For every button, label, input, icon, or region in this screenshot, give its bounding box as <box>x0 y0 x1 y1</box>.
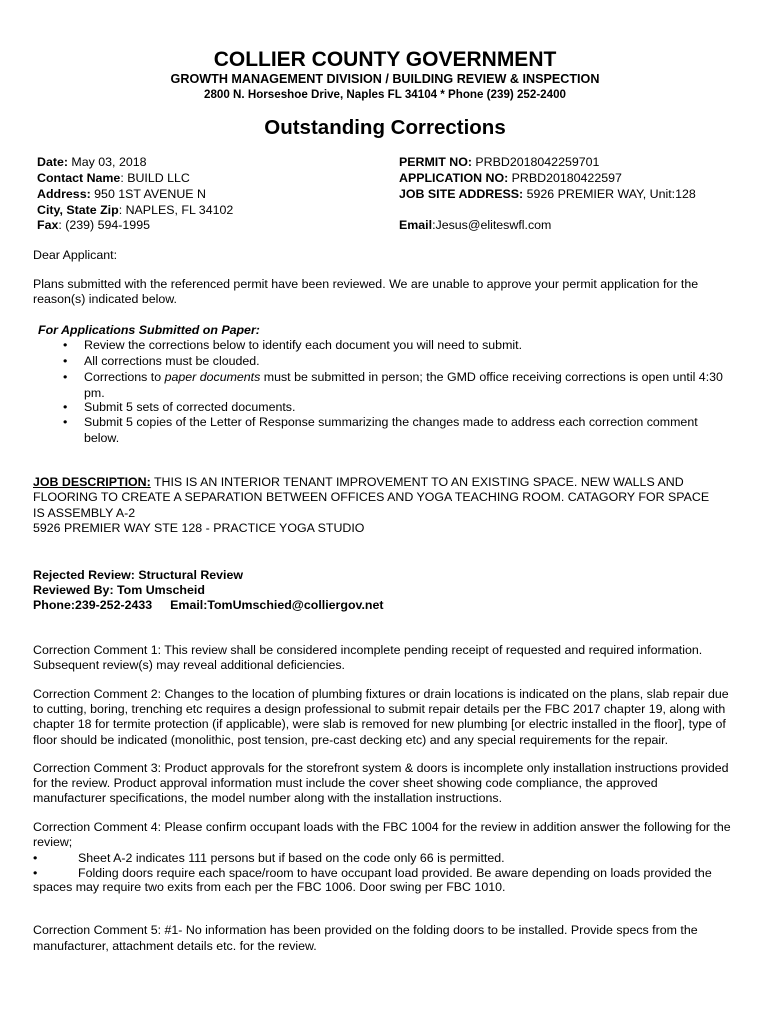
comment-2-line-3: chapter 18 for termite protection (if applicable), were slab is removed for new plumbing [or electric installed in the floor], type of <box>33 717 726 731</box>
bullet-icon: • <box>63 400 68 414</box>
job-description-line-1: JOB DESCRIPTION: THIS IS AN INTERIOR TENANT IMPROVEMENT TO AN EXISTING SPACE. NEW WALLS AND <box>33 475 684 489</box>
page-title: Outstanding Corrections <box>264 116 506 139</box>
bullet-icon: • <box>63 354 68 368</box>
bullet-icon: • <box>63 338 68 352</box>
intro-line-2: reason(s) indicated below. <box>33 292 177 306</box>
intro-line-1: Plans submitted with the referenced permit have been reviewed. We are unable to approve your permit application for the <box>33 277 699 291</box>
paper-item-4: Submit 5 sets of corrected documents. <box>84 400 296 414</box>
info-application: APPLICATION NO: PRBD20180422597 <box>399 171 622 185</box>
rejected-review: Rejected Review: Structural Review <box>33 568 244 582</box>
paper-heading: For Applications Submitted on Paper: <box>38 323 260 337</box>
info-city: City, State Zip: NAPLES, FL 34102 <box>37 203 234 217</box>
comment-3-line-3: manufacturer specifications, the model number along with the installation instructions. <box>33 791 503 805</box>
comment-3-line-2: for the review. Product approval information must include the cover sheet showing code compliance, the approved <box>33 776 658 790</box>
comment-4-item-2-cont: spaces may require two exits from each per the FBC 1006. Door swing per FBC 1010. <box>33 880 506 894</box>
paper-item-1: Review the corrections below to identify each document you will need to submit. <box>84 338 523 352</box>
comment-4-item-2: Folding doors require each space/room to have occupant load provided. Be aware depending on loads provided the <box>78 866 712 880</box>
bullet-icon: • <box>63 370 68 384</box>
reviewer-contact: Phone:239-252-2433 Email:TomUmschied@colliergov.net <box>33 598 384 612</box>
comment-2-line-1: Correction Comment 2: Changes to the location of plumbing fixtures or drain locations is indicated on the plans, slab repair due <box>33 687 729 701</box>
job-description-line-3: IS ASSEMBLY A-2 <box>33 506 136 520</box>
paper-item-2: All corrections must be clouded. <box>84 354 260 368</box>
comment-4-item-1: Sheet A-2 indicates 111 persons but if based on the code only 66 is permitted. <box>78 851 505 865</box>
comment-1-line-2: Subsequent review(s) may reveal additional deficiencies. <box>33 658 345 672</box>
comment-5-line-2: manufacturer, attachment details etc. for the review. <box>33 939 317 953</box>
salutation: Dear Applicant: <box>33 248 118 262</box>
comment-1-line-1: Correction Comment 1: This review shall be considered incomplete pending receipt of requested and required information. <box>33 643 703 657</box>
info-email: Email:Jesus@eliteswfl.com <box>399 218 552 232</box>
paper-item-5: Submit 5 copies of the Letter of Response summarizing the changes made to address each correction comment below. <box>84 415 698 445</box>
comment-2-line-2: to cutting, boring, trenching etc requires a design professional to submit repair details per the FBC 2017 chapter 19, along with <box>33 702 726 716</box>
bullet-icon: • <box>63 415 68 429</box>
comment-4-line-2: review; <box>33 835 73 849</box>
org-title: COLLIER COUNTY GOVERNMENT <box>213 48 557 71</box>
job-description-line-4: 5926 PREMIER WAY STE 128 - PRACTICE YOGA STUDIO <box>33 521 365 535</box>
division-title: GROWTH MANAGEMENT DIVISION / BUILDING REVIEW & INSPECTION <box>170 72 600 86</box>
comment-5-line-1: Correction Comment 5: #1- No information has been provided on the folding doors to be installed. Provide specs from the <box>33 923 698 937</box>
office-address: 2800 N. Horseshoe Drive, Naples FL 34104 * Phone (239) 252-2400 <box>204 88 566 101</box>
paper-item-3: Corrections to paper documents must be submitted in person; the GMD office receiving corrections is open until 4:30 pm. <box>84 370 723 400</box>
comment-2-line-4: floor should be indicated (monolithic, post tension, pre-cast decking etc) and any special requirements for the repair. <box>33 733 669 747</box>
job-description-line-2: FLOORING TO CREATE A SEPARATION BETWEEN OFFICES AND YOGA TEACHING ROOM. CATAGORY FOR SPACE <box>33 490 710 504</box>
bullet-icon: • <box>33 866 38 880</box>
comment-3-line-1: Correction Comment 3: Product approvals for the storefront system & doors is incomplete only installation instructions provided <box>33 761 729 775</box>
info-job-site: JOB SITE ADDRESS: 5926 PREMIER WAY, Unit:128 <box>399 187 696 201</box>
comment-4-line-1: Correction Comment 4: Please confirm occupant loads with the FBC 1004 for the review in addition answer the following for the <box>33 820 731 834</box>
bullet-icon: • <box>33 851 38 865</box>
info-date: Date: May 03, 2018 <box>37 155 147 169</box>
info-contact: Contact Name: BUILD LLC <box>37 171 190 185</box>
reviewed-by: Reviewed By: Tom Umscheid <box>33 583 205 597</box>
info-permit: PERMIT NO: PRBD2018042259701 <box>399 155 600 169</box>
info-address: Address: 950 1ST AVENUE N <box>37 187 206 201</box>
info-fax: Fax: (239) 594-1995 <box>37 218 150 232</box>
